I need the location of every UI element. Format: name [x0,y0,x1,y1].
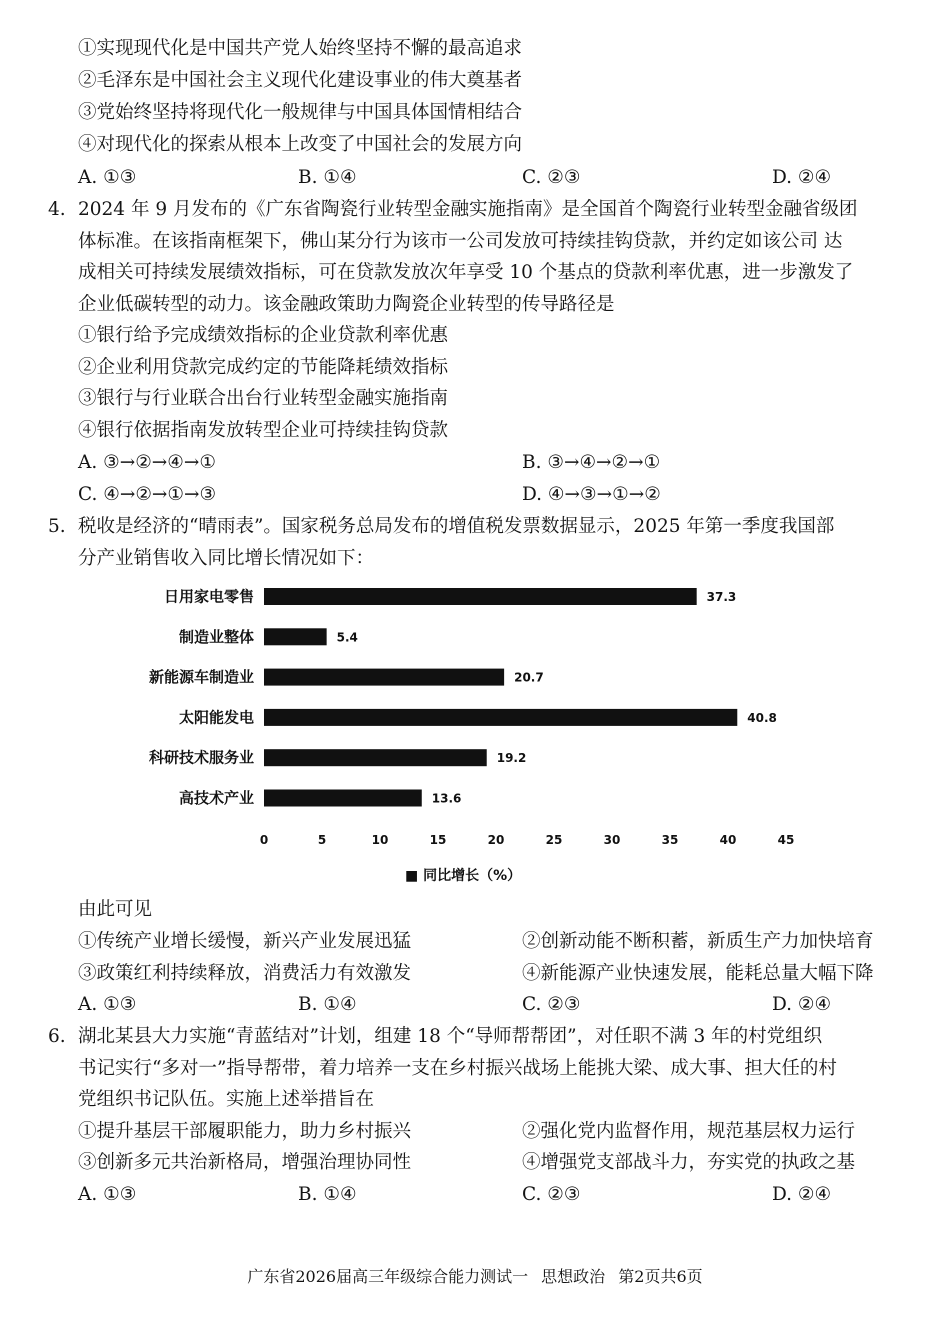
bar [264,709,737,726]
q6-stem-line-2: 书记实行“多对一”指导帮带，着力培养一支在乡村振兴战场上能挑大梁、成大事、担大任的村 [78,1058,837,1079]
q5-statement-2: ②创新动能不断积蓄，新质生产力加快培育 [522,931,874,952]
bar [264,749,487,766]
q4-statement-3: ③银行与行业联合出台行业转型金融实施指南 [78,388,449,409]
bar [264,790,422,807]
q6-option-b: B. ①④ [298,1184,357,1205]
bar [264,628,327,645]
q4-option-a: A. ③→②→④→① [78,452,216,473]
data-label: 40.8 [747,710,777,725]
x-tick-label: 0 [259,833,269,847]
q5-option-d: D. ②④ [772,994,832,1015]
growth-bar-chart [120,570,840,900]
q5-option-c: C. ②③ [522,994,581,1015]
category-label: 科研技术服务业 [148,748,254,767]
x-tick-label: 40 [719,833,737,847]
data-label: 13.6 [431,791,462,806]
q4-option-d: D. ④→③→①→② [522,484,661,505]
q6-statement-2: ②强化党内监督作用，规范基层权力运行 [522,1121,856,1142]
x-tick-label: 10 [371,833,389,847]
q3-statement-2: ②毛泽东是中国社会主义现代化建设事业的伟大奠基者 [78,70,523,91]
q3-option-a: A. ①③ [78,167,137,188]
data-label: 37.3 [706,590,737,604]
x-tick-label: 25 [545,833,563,847]
q4-stem-line-3: 成相关可持续发展绩效指标，可在贷款发放次年享受 10 个基点的贷款利率优惠，进一步激发了 [78,262,854,283]
q5-stem-line-1: 税收是经济的“晴雨表”。国家税务总局发布的增值税发票数据显示，2025 年第一季度我国部 [78,516,835,537]
data-label: 20.7 [514,670,544,685]
q6-statement-1: ①提升基层干部履职能力，助力乡村振兴 [78,1121,412,1142]
q4-stem-line-4: 企业低碳转型的动力。该金融政策助力陶瓷企业转型的传导路径是 [78,294,615,315]
category-label: 日用家电零售 [163,587,254,606]
data-label: 19.2 [496,751,527,766]
q6-stem-line-3: 党组织书记队伍。实施上述举措旨在 [78,1089,375,1110]
q6-option-d: D. ②④ [772,1184,832,1205]
category-label: 高技术产业 [178,789,254,807]
q5-option-a: A. ①③ [78,994,137,1015]
data-label: 5.4 [336,630,358,645]
q6-statement-3: ③创新多元共治新格局，增强治理协同性 [78,1152,412,1173]
footer-page-number: 第2页共6页 [618,1267,703,1286]
q6-option-a: A. ①③ [78,1184,137,1205]
q4-statement-1: ①银行给予完成绩效指标的企业贷款利率优惠 [78,325,449,346]
bar [264,669,504,686]
q3-statement-1: ①实现现代化是中国共产党人始终坚持不懈的最高追求 [78,38,523,59]
q3-option-d: D. ②④ [772,167,832,188]
q5-statement-3: ③政策红利持续释放，消费活力有效激发 [78,963,412,984]
q4-number: 4. [48,199,66,220]
category-label: 太阳能发电 [178,708,254,727]
x-tick-label: 45 [777,833,795,847]
x-tick-label: 20 [487,833,505,847]
footer-subject: 思想政治 [541,1267,606,1286]
q6-statement-4: ④增强党支部战斗力，夯实党的执政之基 [522,1152,856,1173]
footer-exam-name: 广东省2026届高三年级综合能力测试一 [247,1267,529,1286]
q4-option-c: C. ④→②→①→③ [78,484,217,505]
q4-statement-4: ④银行依据指南发放转型企业可持续挂钩贷款 [78,420,449,441]
q3-statement-4: ④对现代化的探索从根本上改变了中国社会的发展方向 [78,134,523,155]
q5-lead: 由此可见 [78,899,153,920]
page-footer [0,1264,950,1287]
q5-stem-line-2: 分产业销售收入同比增长情况如下： [78,548,375,569]
x-tick-label: 35 [661,833,679,847]
q6-option-c: C. ②③ [522,1184,581,1205]
q5-statement-1: ①传统产业增长缓慢，新兴产业发展迅猛 [78,931,412,952]
q6-stem-line-1: 湖北某县大力实施“青蓝结对”计划，组建 18 个“导师帮帮团”，对任职不满 3 年的村党组织 [78,1026,823,1047]
q3-statement-3: ③党始终坚持将现代化一般规律与中国具体国情相结合 [78,102,523,123]
q5-option-b: B. ①④ [298,994,357,1015]
q3-option-b: B. ①④ [298,167,357,188]
q5-statement-4: ④新能源产业快速发展，能耗总量大幅下降 [522,963,874,984]
x-tick-label: 5 [317,833,327,847]
q4-option-b: B. ③→④→②→① [522,452,661,473]
x-tick-label: 30 [603,833,621,847]
q4-stem-line-2: 体标准。在该指南框架下，佛山某分行为该市一公司发放可持续挂钩贷款，并约定如该公司 达 [78,231,843,252]
bar [264,588,697,605]
q4-stem-line-1: 2024 年 9 月发布的《广东省陶瓷行业转型金融实施指南》是全国首个陶瓷行业转型金融省级团 [78,199,858,220]
q5-number: 5. [48,516,66,537]
category-label: 新能源车制造业 [148,668,254,687]
q3-option-c: C. ②③ [522,167,581,188]
q6-number: 6. [48,1026,66,1047]
category-label: 制造业整体 [178,627,254,646]
legend-entry: ■ 同比增长（%） [405,868,522,884]
q4-statement-2: ②企业利用贷款完成约定的节能降耗绩效指标 [78,357,449,378]
x-tick-label: 15 [429,833,447,847]
